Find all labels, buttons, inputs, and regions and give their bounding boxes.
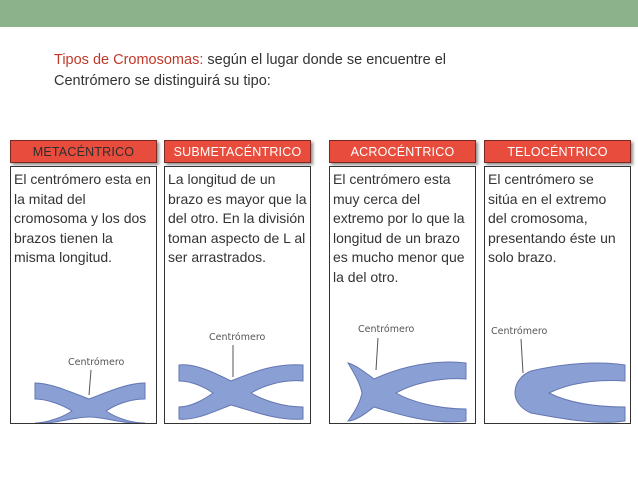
intro-line1: según el lugar donde se encuentre el — [203, 52, 447, 68]
top-accent-bar — [0, 0, 638, 27]
telocentric-chromosome — [485, 167, 630, 423]
submetacentric-cell — [164, 166, 311, 424]
telocentric-description: El centrómero se sitúa en el extremo del cromosoma, presentando éste un solo brazo. — [488, 171, 616, 265]
column-telocentric — [484, 140, 631, 424]
intro-text — [54, 50, 594, 92]
column-metacentric — [10, 140, 157, 424]
submetacentric-header: SUBMETACÉNTRICO — [164, 140, 311, 163]
intro-line2: Centrómero se distinguirá su tipo: — [54, 73, 271, 89]
acrocentric-header: ACROCÉNTRICO — [329, 140, 476, 163]
acrocentric-chromosome — [330, 167, 475, 423]
metacentric-header: METACÉNTRICO — [10, 140, 157, 163]
acrocentric-cell — [329, 166, 476, 424]
intro-accent: Tipos de Cromosomas: — [54, 52, 204, 68]
submetacentric-chromosome — [165, 167, 310, 423]
telocentric-centromere-label: Centrómero — [491, 326, 548, 337]
metacentric-centromere-label: Centrómero — [68, 357, 125, 368]
acrocentric-centromere-label: Centrómero — [358, 324, 415, 335]
submetacentric-description: La longitud de un brazo es mayor que la del otro. En la división toman aspecto de L al ser arrastrados. — [168, 171, 307, 265]
telocentric-cell — [484, 166, 631, 424]
column-submetacentric — [164, 140, 311, 424]
telocentric-header: TELOCÉNTRICO — [484, 140, 631, 163]
metacentric-chromosome — [11, 167, 156, 423]
metacentric-description: El centrómero esta en la mitad del cromosoma y los dos brazos tienen la misma longitud. — [14, 171, 151, 265]
metacentric-cell — [10, 166, 157, 424]
acrocentric-description: El centrómero esta muy cerca del extremo por lo que la longitud de un brazo es mucho menor que la del otro. — [333, 171, 465, 285]
column-acrocentric — [329, 140, 476, 424]
submetacentric-centromere-label: Centrómero — [209, 332, 266, 343]
